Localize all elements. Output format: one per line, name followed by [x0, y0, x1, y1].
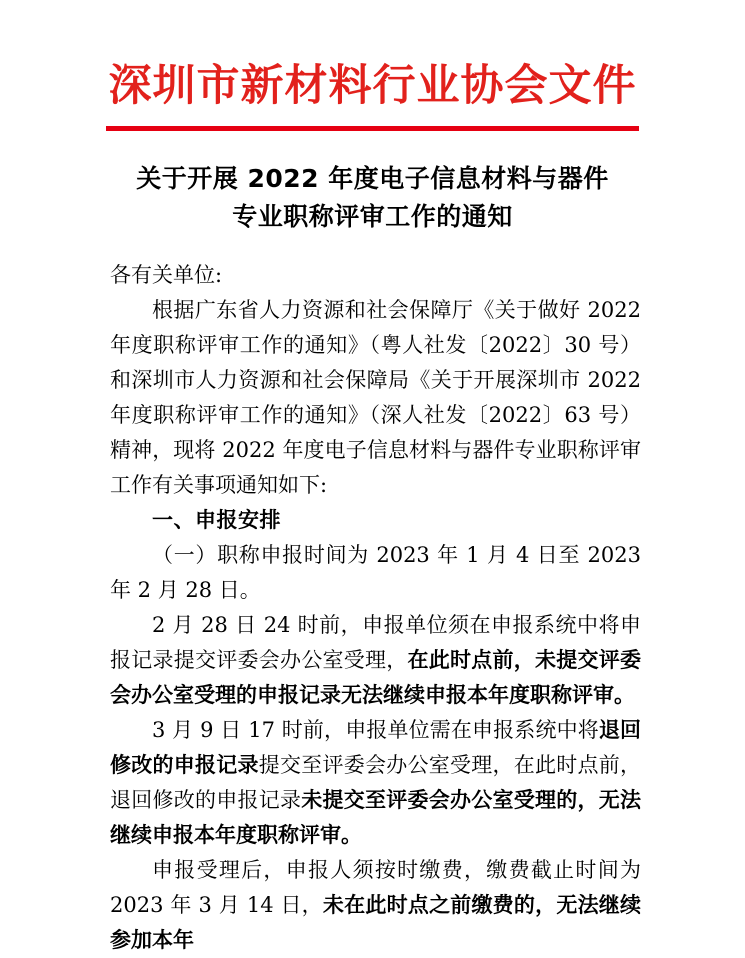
- paragraph-item-payment-run-1: 未在此时点之前缴费的，无法继续参加本年: [110, 893, 642, 953]
- paragraph-item-payment-run-0: 申报受理后，申报人须按时缴费，缴费截止时间为 2023 年 3 月 14 日，: [110, 858, 641, 918]
- paragraph-item-return-revision: [110, 713, 641, 853]
- document-body: [110, 258, 641, 958]
- paragraph-list: [110, 293, 641, 958]
- paragraph-item-return-revision-run-0: 3 月 9 日 17 时前，申报单位需在申报系统中将: [152, 718, 599, 743]
- page-title-line-2: 专业职称评审工作的通知: [232, 202, 513, 232]
- salutation: 各有关单位:: [110, 263, 223, 288]
- paragraph-item-1-dates: [110, 538, 641, 608]
- letterhead-title: 深圳市新材料行业协会文件: [108, 61, 637, 111]
- page-title: [0, 160, 745, 236]
- paragraph-section-one-heading-run-0: 一、申报安排: [152, 508, 281, 533]
- paragraph-basis-run-0: 根据广东省人力资源和社会保障厅《关于做好 2022 年度职称评审工作的通知》（粤人社发〔2022〕30 号）和深圳市人力资源和社会保障局《关于开展深圳市 2022 年度职称评审工作的通知》（深人社发〔2022〕63 号）精神，现将 2022 年度电子信息材料与器件专业职称评审工作有关事项通知如下:: [110, 298, 641, 498]
- paragraph-basis: [110, 293, 641, 503]
- paragraph-item-return-revision-run-3: 未提交至评委会办公室受理的，无法继续申报本年度职称评审。: [110, 788, 641, 848]
- paragraph-item-return-revision-run-1: 退回修改的申报记录: [110, 718, 641, 778]
- paragraph-item-return-revision-run-2: 提交至评委会办公室受理，在此时点前，退回修改的申报记录: [110, 753, 641, 813]
- paragraph-item-1-dates-run-0: （一）职称申报时间为 2023 年 1 月 4 日至 2023 年 2 月 28 日。: [110, 543, 641, 603]
- paragraph-section-one-heading: [110, 503, 641, 538]
- letterhead-red-rule: [106, 126, 639, 131]
- paragraph-item-submit-deadline-run-1: 在此时点前，未提交评委会办公室受理的申报记录无法继续申报本年度职称评审。: [110, 648, 641, 708]
- page-title-line-1: 关于开展 2022 年度电子信息材料与器件: [136, 164, 609, 194]
- paragraph-item-submit-deadline: [110, 608, 641, 713]
- letterhead: [0, 0, 745, 131]
- paragraph-item-submit-deadline-run-0: 2 月 28 日 24 时前，申报单位须在申报系统中将申报记录提交评委会办公室受理，: [110, 613, 641, 673]
- paragraph-item-payment: [110, 853, 641, 958]
